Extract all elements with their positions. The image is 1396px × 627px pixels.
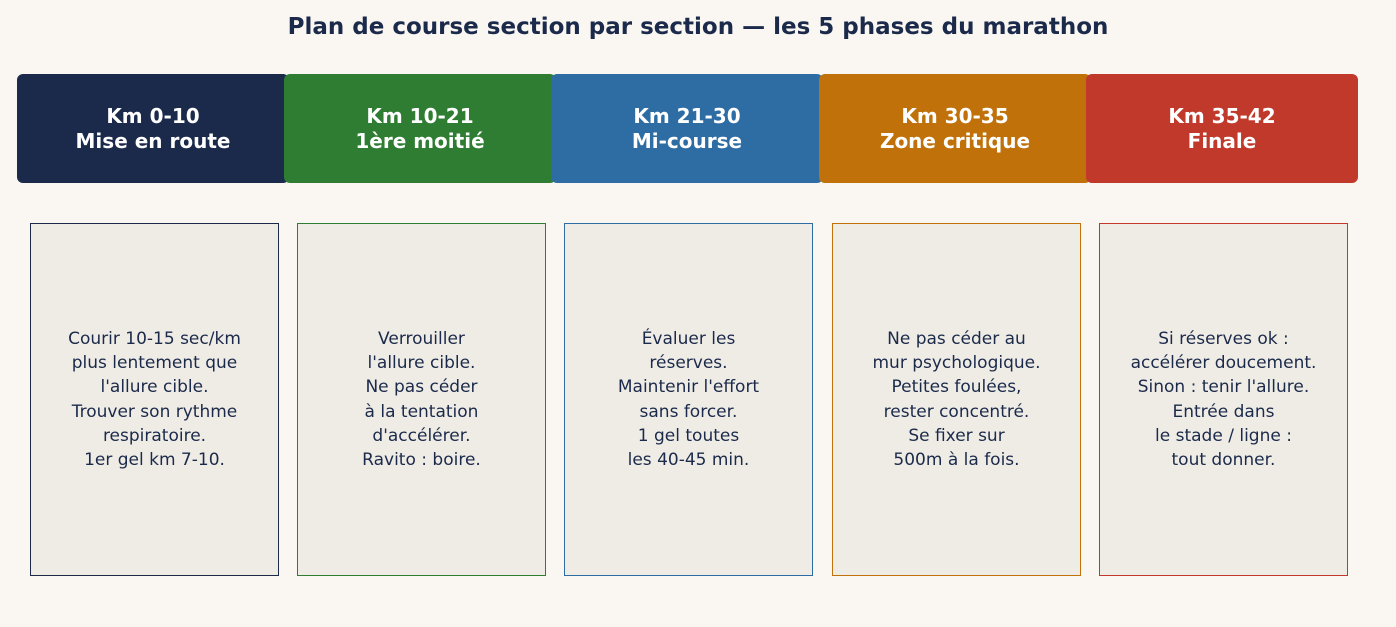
phase-name: Mi-course [631, 128, 743, 153]
phase-range: Km 0-10 [106, 103, 200, 128]
phase-card [297, 223, 546, 576]
phase-description: Si réserves ok : accélérer doucement. Sinon : tenir l'allure. Entrée dans le stade / ligne : tout donner. [1130, 328, 1317, 471]
phase-name: Mise en route [75, 128, 231, 153]
phase-description: Courir 10-15 sec/km plus lentement que l'allure cible. Trouver son rythme respiratoire. 1er gel km 7-10. [68, 328, 241, 471]
phase-header [17, 74, 289, 183]
page-title: Plan de course section par section — les 5 phases du marathon [287, 14, 1109, 40]
phase-header [1086, 74, 1358, 183]
phase-range: Km 30-35 [901, 103, 1009, 128]
phase-header [551, 74, 823, 183]
phase-range: Km 35-42 [1168, 103, 1276, 128]
phase-card [832, 223, 1081, 576]
phase-description: Ne pas céder au mur psychologique. Petites foulées, rester concentré. Se fixer sur 500m à la fois. [872, 328, 1041, 471]
phase-name: 1ère moitié [355, 128, 485, 153]
phase-name: Zone critique [879, 128, 1031, 153]
phase-card [30, 223, 279, 576]
phase-description: Verrouiller l'allure cible. Ne pas céder à la tentation d'accélérer. Ravito : boire. [362, 328, 481, 471]
phase-card [564, 223, 813, 576]
phase-header [284, 74, 556, 183]
phase-header [819, 74, 1091, 183]
phase-range: Km 21-30 [633, 103, 741, 128]
phase-card [1099, 223, 1348, 576]
phase-description: Évaluer les réserves. Maintenir l'effort sans forcer. 1 gel toutes les 40-45 min. [617, 328, 760, 471]
phase-range: Km 10-21 [366, 103, 474, 128]
phase-name: Finale [1187, 128, 1257, 153]
